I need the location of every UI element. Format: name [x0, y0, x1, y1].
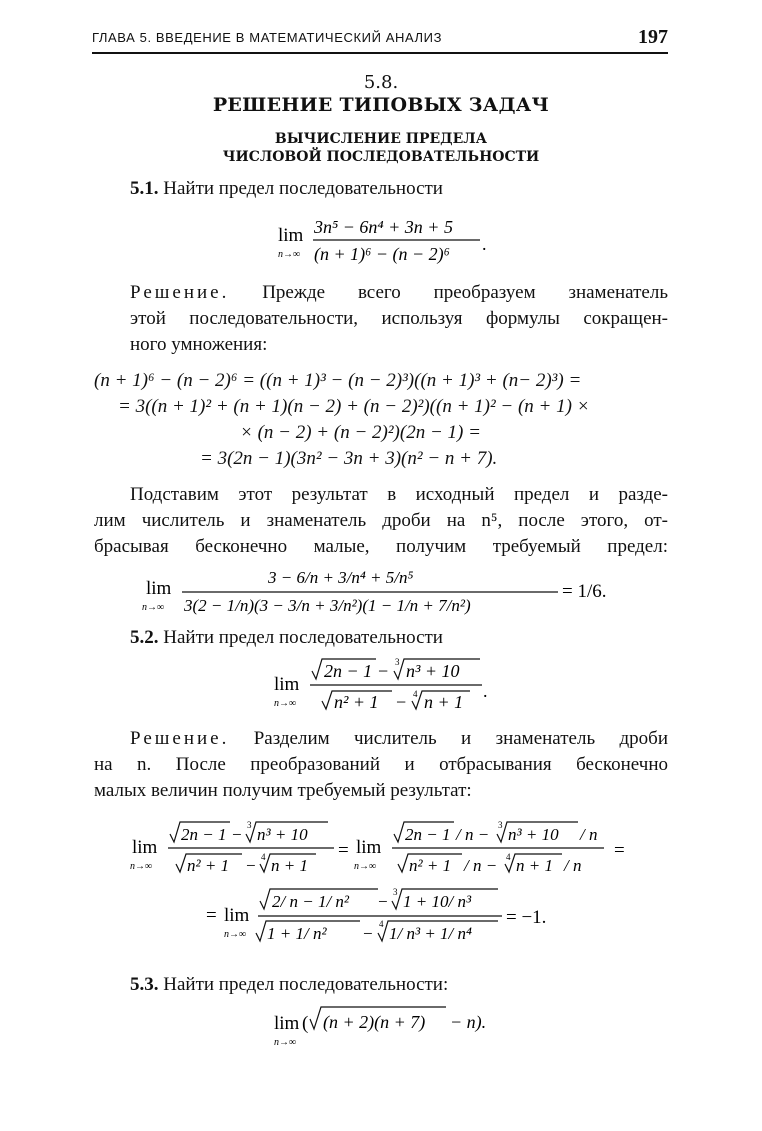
svg-text:3: 3 — [395, 657, 400, 667]
svg-text:n→∞: n→∞ — [130, 861, 153, 872]
svg-text:lim: lim — [146, 578, 172, 599]
svg-text:/ n −: / n − — [464, 856, 498, 875]
lim-subscript: n→∞ — [278, 249, 301, 260]
text-5-1-line3: брасывая бесконечно малые, получим требуемый предел: — [94, 536, 668, 557]
running-title: ГЛАВА 5. ВВЕДЕНИЕ В МАТЕМАТИЧЕСКИЙ АНАЛИЗ — [92, 30, 443, 45]
result-value-5-2: = −1. — [506, 907, 547, 928]
svg-text:n² + 1: n² + 1 — [334, 692, 379, 712]
svg-text:n³ + 10: n³ + 10 — [508, 825, 559, 844]
solution-5-1-line3: ного умножения: — [130, 334, 268, 355]
subsection-title-line2: ЧИСЛОВОЙ ПОСЛЕДОВАТЕЛЬНОСТИ — [222, 149, 540, 165]
text-5-1-line2: лим числитель и знаменатель дроби на n⁵, после этого, от- — [94, 510, 668, 531]
section-title: РЕШЕНИЕ ТИПОВЫХ ЗАДАЧ — [212, 94, 550, 116]
svg-text:n³ + 10: n³ + 10 — [257, 825, 308, 844]
result-value: = 1/6. — [562, 581, 607, 602]
svg-text:(n + 2)(n + 7): (n + 2)(n + 7) — [323, 1012, 426, 1032]
svg-text:.: . — [483, 681, 488, 701]
problem-5-1-statement: 5.1. Найти предел последовательности — [130, 178, 443, 199]
svg-text:3: 3 — [393, 887, 398, 897]
svg-text:−: − — [246, 856, 256, 875]
svg-text:n³ + 10: n³ + 10 — [406, 661, 460, 681]
formula-5-3-limit — [270, 1003, 510, 1053]
svg-text:/ n: / n — [564, 856, 582, 875]
fraction-numerator: 3n⁵ − 6n⁴ + 3n + 5 — [314, 217, 453, 237]
solution-5-2-line2: на n. После преобразований и отбрасывания бесконечно — [94, 754, 668, 775]
formula-5-2-limit — [270, 655, 500, 719]
svg-text:=: = — [206, 905, 217, 926]
svg-text:=: = — [338, 840, 349, 861]
svg-text:.: . — [482, 234, 487, 254]
formula-5-1-limit — [270, 210, 500, 270]
svg-text:4: 4 — [261, 852, 266, 862]
svg-text:4: 4 — [413, 689, 418, 699]
formula-5-1-result — [140, 563, 640, 623]
svg-text:1 + 1/ n²: 1 + 1/ n² — [267, 924, 327, 943]
svg-text:lim: lim — [132, 837, 158, 858]
svg-text:n→∞: n→∞ — [142, 602, 165, 613]
equation-line4: = 3(2n − 1)(3n² − 3n + 3)(n² − n + 7). — [200, 448, 498, 469]
solution-5-1-line1: Решение. Прежде всего преобразуем знаменатель — [130, 282, 668, 303]
svg-text:n→∞: n→∞ — [354, 861, 377, 872]
svg-text:3: 3 — [498, 820, 503, 830]
problem-5-2-statement: 5.2. Найти предел последовательности — [130, 627, 443, 648]
svg-text:n→∞: n→∞ — [274, 698, 297, 709]
svg-text:2n − 1: 2n − 1 — [181, 825, 227, 844]
equation-line3: × (n − 2) + (n − 2)²)(2n − 1) = — [240, 422, 481, 443]
svg-text:(: ( — [302, 1013, 309, 1034]
svg-text:lim: lim — [274, 1013, 300, 1034]
svg-text:4: 4 — [379, 919, 384, 929]
result-numerator: 3 − 6/n + 3/n⁴ + 5/n⁵ — [268, 568, 414, 587]
svg-text:−: − — [232, 825, 242, 844]
svg-text:n + 1: n + 1 — [424, 692, 464, 712]
svg-text:n→∞: n→∞ — [274, 1037, 297, 1048]
svg-text:4: 4 — [506, 852, 511, 862]
formula-5-2-transform — [128, 818, 638, 880]
svg-text:/ n: / n — [580, 825, 598, 844]
svg-text:lim: lim — [274, 674, 300, 695]
svg-text:n + 1: n + 1 — [516, 856, 553, 875]
svg-text:2n − 1: 2n − 1 — [405, 825, 451, 844]
svg-text:−: − — [378, 661, 389, 681]
svg-text:1/ n³ + 1/ n⁴: 1/ n³ + 1/ n⁴ — [389, 924, 472, 943]
lim-label: lim — [278, 225, 304, 246]
svg-text:− n).: − n). — [450, 1012, 487, 1032]
problem-5-3-statement: 5.3. Найти предел последовательности: — [130, 974, 449, 995]
svg-text:n→∞: n→∞ — [224, 929, 247, 940]
subsection-title-line1: ВЫЧИСЛЕНИЕ ПРЕДЕЛА — [274, 131, 488, 147]
svg-text:2/ n − 1/ n²: 2/ n − 1/ n² — [272, 892, 350, 911]
result-denominator: 3(2 − 1/n)(3 − 3/n + 3/n²)(1 − 1/n + 7/n²) — [184, 596, 471, 615]
text-5-1-line1: Подставим этот результат в исходный предел и разде- — [130, 484, 668, 505]
running-header — [92, 26, 668, 54]
solution-5-1-line2: этой последовательности, используя формулы сокращен- — [130, 308, 668, 329]
page-number: 197 — [638, 26, 668, 48]
solution-5-2-line3: малых величин получим требуемый результат: — [94, 780, 472, 801]
svg-text:−: − — [363, 924, 373, 943]
svg-text:lim: lim — [356, 837, 382, 858]
svg-text:−: − — [378, 892, 388, 911]
fraction-denominator: (n + 1)⁶ − (n − 2)⁶ — [314, 244, 450, 264]
svg-text:1 + 10/ n³: 1 + 10/ n³ — [403, 892, 472, 911]
svg-text:/ n −: / n − — [456, 825, 490, 844]
section-number: 5.8. — [363, 72, 399, 93]
svg-text:2n − 1: 2n − 1 — [324, 661, 373, 681]
svg-text:3: 3 — [247, 820, 252, 830]
formula-5-2-result — [200, 883, 580, 949]
svg-text:n² + 1: n² + 1 — [409, 856, 452, 875]
solution-5-2-line1: Решение. Разделим числитель и знаменатель дроби — [130, 728, 668, 749]
equation-line2: = 3((n + 1)² + (n + 1)(n − 2) + (n − 2)²)((n + 1)² − (n + 1) × — [118, 396, 590, 417]
svg-text:n + 1: n + 1 — [271, 856, 308, 875]
svg-text:lim: lim — [224, 905, 250, 926]
equation-line1: (n + 1)⁶ − (n − 2)⁶ = ((n + 1)³ − (n − 2)³)((n + 1)³ + (n− 2)³) = — [94, 370, 582, 391]
svg-text:n² + 1: n² + 1 — [187, 856, 230, 875]
svg-text:=: = — [614, 840, 625, 861]
svg-text:−: − — [396, 692, 407, 712]
